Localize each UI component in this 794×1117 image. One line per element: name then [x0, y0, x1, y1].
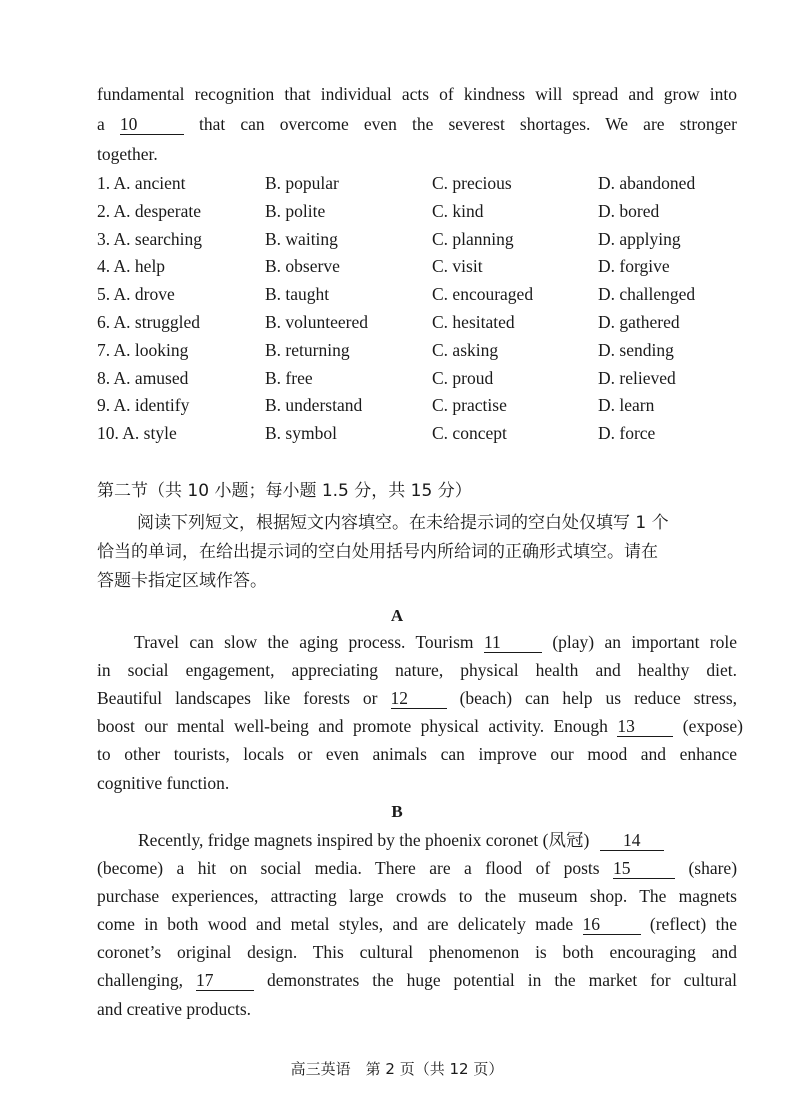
option-d[interactable]: D. gathered [598, 311, 680, 332]
option-a[interactable]: 5. A. drove [97, 284, 175, 305]
question-10-options [97, 420, 757, 448]
pb-text: (become) a hit on social media. There are a flood of posts [97, 858, 600, 878]
blank-12[interactable]: 12 [391, 688, 447, 709]
option-c[interactable]: C. planning [432, 228, 514, 249]
pa-text: boost our mental well-being and promote physical activity. Enough [97, 716, 608, 736]
option-b[interactable]: B. polite [265, 200, 326, 221]
option-b[interactable]: B. taught [265, 284, 330, 305]
option-a[interactable]: 9. A. identify [97, 395, 190, 416]
pa-text: (play) an important role [552, 632, 738, 652]
page-footer: 高三英语 第 2 页（共 12 页） [290, 1060, 504, 1078]
option-d[interactable]: D. challenged [598, 284, 696, 305]
intro-line-1 [97, 80, 737, 108]
option-a[interactable]: 1. A. ancient [97, 173, 186, 193]
option-c[interactable]: C. hesitated [432, 311, 515, 332]
option-a[interactable]: 6. A. struggled [97, 311, 201, 332]
passage-b-line-4 [97, 910, 737, 938]
question-9-options [97, 392, 757, 420]
passage-a-line-6: cognitive function. [97, 773, 230, 793]
passage-b-line-6 [97, 966, 737, 994]
blank-16[interactable]: 16 [583, 914, 641, 935]
instruction-line-3: 答题卡指定区域作答。 [97, 571, 267, 591]
pb-text: challenging, [97, 970, 184, 990]
passage-b-line-3 [97, 882, 737, 910]
option-c[interactable]: C. encouraged [432, 284, 534, 305]
pb-text: Recently, fridge magnets inspired by the phoenix coronet (凤冠) [138, 830, 590, 850]
pa-text: to other tourists, locals or even animals can improve our mood and enhance [97, 744, 737, 764]
pb-text: coronet’s original design. This cultural phenomenon is both encouraging and [97, 942, 737, 962]
intro-text-2-pre: a [97, 114, 105, 134]
blank-13[interactable]: 13 [617, 716, 673, 737]
passage-a-line-2 [97, 656, 737, 684]
passage-b-line-7: and creative products. [97, 999, 252, 1019]
option-b[interactable]: B. understand [265, 395, 363, 416]
option-b[interactable]: B. free [265, 367, 313, 388]
option-c[interactable]: C. proud [432, 367, 494, 388]
option-b[interactable]: B. observe [265, 256, 340, 277]
passage-a-heading: A [390, 606, 404, 625]
option-b[interactable]: B. symbol [265, 423, 337, 444]
option-a[interactable]: 7. A. looking [97, 339, 189, 360]
option-c[interactable]: C. precious [432, 173, 512, 193]
question-4-options [97, 253, 757, 281]
pb-text: (reflect) the [649, 914, 737, 934]
option-d[interactable]: D. abandoned [598, 173, 696, 193]
blank-10[interactable]: 10 [120, 114, 184, 135]
blank-11[interactable]: 11 [484, 632, 542, 653]
option-c[interactable]: C. practise [432, 395, 507, 416]
option-c[interactable]: C. asking [432, 339, 499, 360]
pa-text: (expose) [682, 716, 744, 736]
pa-text: in social engagement, appreciating nature, physical health and healthy diet. [97, 660, 737, 680]
option-a[interactable]: 3. A. searching [97, 228, 202, 249]
instruction-line-2: 恰当的单词，在给出提示词的空白处用括号内所给词的正确形式填空。请在 [97, 542, 658, 562]
question-6-options [97, 309, 757, 337]
option-b[interactable]: B. volunteered [265, 311, 369, 332]
pb-text: demonstrates the huge potential in the market for cultural [266, 970, 738, 990]
passage-b-line-5 [97, 938, 737, 966]
passage-b-line-1 [138, 826, 664, 854]
passage-b-heading: B [391, 802, 403, 821]
option-b[interactable]: B. waiting [265, 228, 338, 249]
question-5-options [97, 281, 757, 309]
question-2-options [97, 198, 757, 226]
options-table [97, 170, 757, 448]
blank-15[interactable]: 15 [613, 858, 675, 879]
option-c[interactable]: C. visit [432, 256, 483, 277]
option-a[interactable]: 2. A. desperate [97, 200, 201, 221]
option-a[interactable]: 10. A. style [97, 423, 177, 444]
passage-a-line-3 [97, 684, 737, 712]
intro-line-3: together. [97, 144, 158, 164]
pa-text: (beach) can help us reduce stress, [459, 688, 738, 708]
option-d[interactable]: D. sending [598, 339, 674, 360]
passage-a-line-1 [134, 628, 737, 656]
pa-text: Travel can slow the aging process. Tourism [134, 632, 474, 652]
option-d[interactable]: D. relieved [598, 367, 676, 388]
intro-text-2-post: that can overcome even the severest shortages. We are stronger [199, 114, 737, 134]
pb-text: (share) [688, 858, 738, 878]
question-7-options [97, 337, 757, 365]
option-b[interactable]: B. returning [265, 339, 350, 360]
intro-line-2 [97, 110, 737, 138]
question-3-options [97, 226, 757, 254]
option-d[interactable]: D. learn [598, 395, 655, 416]
option-a[interactable]: 4. A. help [97, 256, 166, 277]
section-title: 第二节（共 10 小题；每小题 1.5 分，共 15 分） [97, 481, 472, 501]
option-c[interactable]: C. concept [432, 423, 507, 444]
passage-a-line-4 [97, 712, 743, 740]
option-d[interactable]: D. applying [598, 228, 681, 249]
question-8-options [97, 365, 757, 393]
option-b[interactable]: B. popular [265, 173, 339, 193]
passage-a-line-5 [97, 740, 737, 768]
pb-text: purchase experiences, attracting large crowds to the museum shop. The magnets [97, 886, 737, 906]
pa-text: Beautiful landscapes like forests or [97, 688, 378, 708]
blank-17[interactable]: 17 [196, 970, 254, 991]
question-1-options [97, 170, 757, 198]
option-d[interactable]: D. bored [598, 200, 660, 221]
pb-text: come in both wood and metal styles, and are delicately made [97, 914, 574, 934]
intro-text-1: fundamental recognition that individual acts of kindness will spread and grow into [97, 84, 737, 104]
option-d[interactable]: D. forgive [598, 256, 670, 277]
option-d[interactable]: D. force [598, 423, 656, 444]
blank-14[interactable]: 14 [600, 830, 664, 851]
passage-b-line-2 [97, 854, 737, 882]
instruction-line-1: 阅读下列短文，根据短文内容填空。在未给提示词的空白处仅填写 1 个 [137, 513, 669, 533]
option-c[interactable]: C. kind [432, 200, 484, 221]
option-a[interactable]: 8. A. amused [97, 367, 189, 388]
